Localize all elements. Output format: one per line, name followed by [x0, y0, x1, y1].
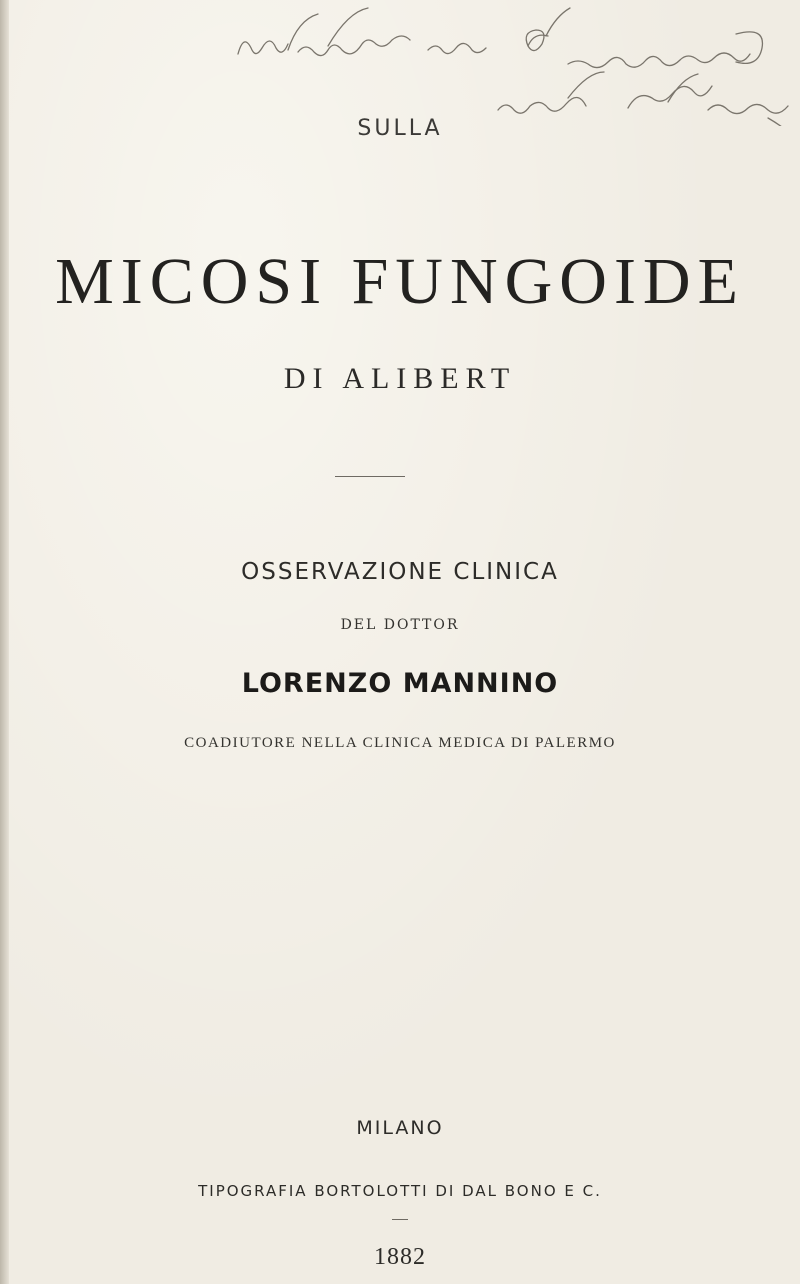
author-name: LORENZO MANNINO [241, 668, 559, 699]
title-preposition: SULLA [357, 116, 443, 141]
book-title: MICOSI FUNGOIDE [55, 245, 745, 318]
imprint-printer: TIPOGRAFIA BORTOLOTTI DI DAL BONO E C. [198, 1182, 602, 1200]
work-type: OSSERVAZIONE CLINICA [241, 559, 559, 585]
divider-rule [335, 476, 405, 477]
imprint-year: 1882 [374, 1244, 426, 1270]
book-subtitle: DI ALIBERT [283, 362, 517, 395]
handwritten-dedication [228, 6, 800, 126]
small-dash [392, 1219, 408, 1220]
page-edge-shadow [0, 0, 9, 1284]
author-prefix: DEL DOTTOR [340, 617, 460, 633]
imprint-city: MILANO [356, 1117, 444, 1139]
author-affiliation: COADIUTORE NELLA CLINICA MEDICA DI PALERMO [184, 735, 616, 751]
